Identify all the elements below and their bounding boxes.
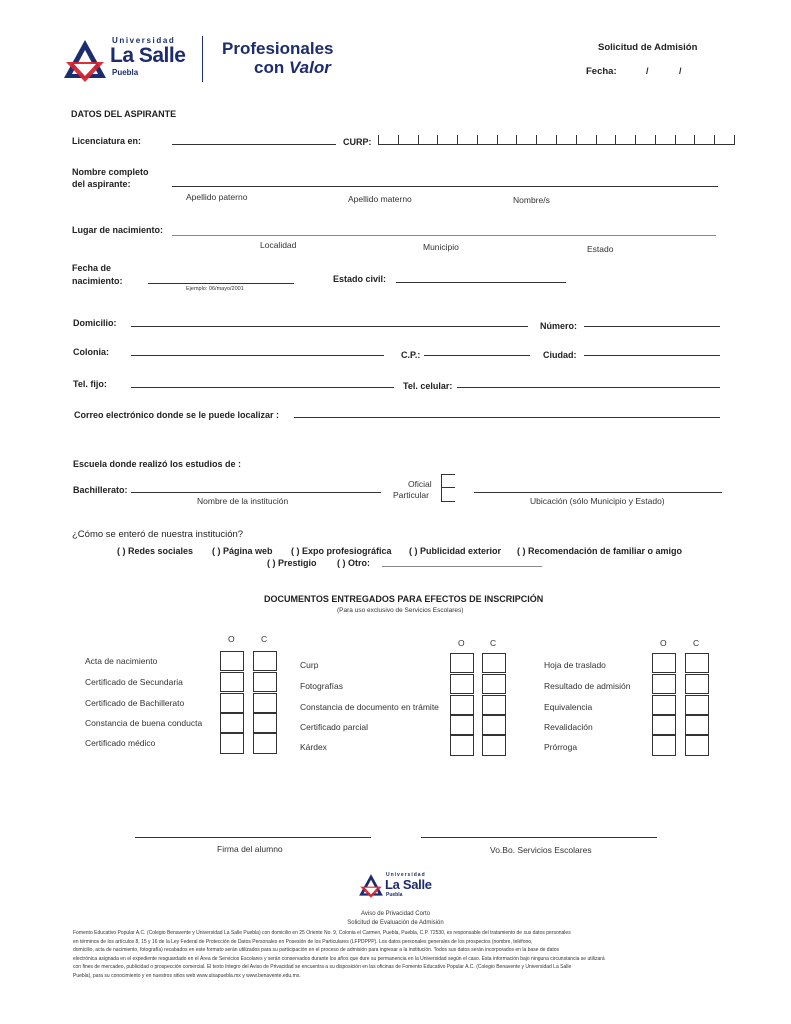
ubicacion-label: Ubicación (sólo Municipio y Estado) (530, 496, 665, 506)
slogan (222, 39, 334, 77)
doc-checkbox-c[interactable] (253, 713, 277, 733)
doc-checkbox-c[interactable] (685, 653, 709, 673)
doc-item-label: Kárdex (300, 742, 327, 752)
doc-checkbox-o[interactable] (220, 733, 244, 754)
doc-checkbox-c[interactable] (482, 715, 506, 735)
tel-celular-label: Tel. celular: (403, 381, 453, 391)
curp-slot-divider (418, 135, 419, 145)
doc-item-label: Constancia de buena conducta (85, 718, 203, 728)
doc-checkbox-c[interactable] (253, 693, 277, 713)
doc-column-header: C (693, 638, 700, 648)
curp-slot-divider (576, 135, 577, 145)
curp-slot-divider (596, 135, 597, 145)
doc-item-label: Certificado de Secundaria (85, 677, 183, 687)
doc-checkbox-o[interactable] (450, 695, 474, 715)
estado-label: Estado (587, 244, 614, 254)
lugar-nacimiento-label: Lugar de nacimiento: (72, 225, 164, 235)
tel-fijo-label: Tel. fijo: (73, 379, 107, 389)
fecha-label: Fecha: (586, 66, 617, 77)
tel-celular-field[interactable] (457, 387, 720, 388)
form-title: Solicitud de Admisión (598, 42, 698, 53)
vobo-line[interactable] (421, 837, 657, 838)
medio-option-1[interactable]: ( ) Redes sociales (117, 546, 194, 556)
nombres-label: Nombre/s (513, 195, 550, 205)
nombre-label-line1: Nombre completo (72, 167, 149, 177)
logo-universidad: Universidad (112, 36, 176, 45)
curp-slot-divider (437, 135, 438, 145)
fecha-ejemplo: Ejemplo: 06/mayo/2001 (186, 286, 244, 292)
footer-logo (358, 872, 438, 902)
footer-logo-lasalle: La Salle (385, 877, 432, 892)
lasalle-star-icon (62, 38, 108, 84)
doc-checkbox-c[interactable] (685, 674, 709, 694)
firma-alumno-label: Firma del alumno (217, 844, 283, 854)
doc-checkbox-c[interactable] (685, 735, 709, 756)
fecha-nacimiento-line2: nacimiento: (72, 276, 123, 286)
nombre-label-line2: del aspirante: (72, 179, 131, 189)
curp-label: CURP: (343, 137, 372, 147)
aviso-line: electrónica asignada en el expediente resguardado en el Área de Servicios Escolares y serán conservados durante los años que dure su permanencia en la Universidad según el caso. Esta información bajo ninguna circunstancia se utilizará (73, 955, 605, 962)
doc-column-header: C (490, 638, 497, 648)
ciudad-label: Ciudad: (543, 350, 577, 360)
doc-checkbox-c[interactable] (685, 695, 709, 715)
colonia-field[interactable] (131, 355, 384, 356)
apellido-paterno-label: Apellido paterno (186, 192, 248, 202)
domicilio-field[interactable] (131, 326, 528, 327)
documentos-title: DOCUMENTOS ENTREGADOS PARA EFECTOS DE INSCRIPCIÓN (264, 594, 544, 604)
fecha-sep-2: / (679, 66, 682, 76)
doc-checkbox-o[interactable] (652, 653, 676, 673)
slogan-valor: Valor (288, 58, 331, 77)
particular-label: Particular (393, 490, 429, 500)
doc-item-label: Acta de nacimiento (85, 656, 158, 666)
medio-option-3[interactable]: ( ) Expo profesiográfica (291, 546, 392, 556)
doc-column-header: O (228, 634, 235, 644)
fecha-sep-1: / (646, 66, 649, 76)
doc-checkbox-o[interactable] (450, 735, 474, 756)
curp-slot-divider (378, 135, 379, 145)
curp-slot-divider (714, 135, 715, 145)
vobo-label: Vo.Bo. Servicios Escolares (490, 845, 592, 855)
numero-field[interactable] (584, 326, 720, 327)
aviso-line: domicilio, acta de nacimiento, fotografía) recabados en este formato serán utilizados para su participación en el proceso de admisión para ingresar a la institución. Todos sus datos serán incorporados en la base de datos (73, 947, 560, 954)
oficial-particular-bracket[interactable] (441, 474, 455, 502)
section-aspirante-title: DATOS DEL ASPIRANTE (71, 109, 177, 119)
licenciatura-label: Licenciatura en: (72, 136, 142, 146)
doc-checkbox-c[interactable] (482, 695, 506, 715)
aviso-text (73, 929, 723, 981)
doc-item-label: Fotografías (300, 681, 343, 691)
curp-slot-divider (516, 135, 517, 145)
escuela-title: Escuela donde realizó los estudios de : (73, 459, 242, 469)
ciudad-field[interactable] (584, 355, 720, 356)
medio-question: ¿Cómo se enteró de nuestra institución? (72, 529, 244, 540)
doc-checkbox-o[interactable] (450, 674, 474, 694)
doc-checkbox-o[interactable] (652, 674, 676, 694)
doc-item-label: Constancia de documento en trámite (300, 702, 439, 712)
ubicacion-field[interactable] (474, 492, 722, 493)
doc-checkbox-o[interactable] (450, 653, 474, 673)
nombre-field[interactable] (172, 186, 718, 187)
curp-slot-divider (556, 135, 557, 145)
curp-slot-divider (497, 135, 498, 145)
apellido-materno-label: Apellido materno (348, 194, 412, 204)
curp-slot-divider (655, 135, 656, 145)
medio-option-prestigio[interactable]: ( ) Prestigio (267, 558, 317, 568)
logo-puebla: Puebla (112, 68, 139, 77)
correo-label: Correo electrónico donde se le puede localizar : (74, 410, 280, 420)
aviso-line: Fomento Educativo Popular A.C. (Colegio Benavente y Universidad La Salle Puebla) con domicilio en 25 Oriente No. 9, Colonia el Carmen, Puebla, Puebla, C.P. 72530, es responsable del tratamiento de sus datos personales (73, 930, 571, 936)
doc-checkbox-c[interactable] (482, 735, 506, 756)
curp-slot-divider (457, 135, 458, 145)
firma-alumno-line[interactable] (135, 837, 371, 838)
fecha-nacimiento-field[interactable] (148, 283, 294, 284)
slogan-line1: Profesionales (222, 39, 334, 58)
bracket-mid (441, 487, 455, 488)
doc-item-label: Revalidación (544, 722, 593, 732)
doc-column-header: O (660, 638, 667, 648)
doc-item-label: Certificado parcial (300, 722, 369, 732)
nombre-label (72, 166, 149, 190)
doc-checkbox-o[interactable] (652, 695, 676, 715)
footer-lasalle-star-icon (358, 873, 384, 899)
cp-label: C.P.: (401, 350, 421, 360)
doc-checkbox-o[interactable] (220, 651, 244, 671)
otro-field[interactable] (382, 566, 542, 567)
bachillerato-field[interactable] (131, 492, 381, 493)
colonia-label: Colonia: (73, 347, 109, 357)
curp-slot-divider (694, 135, 695, 145)
municipio-label: Municipio (423, 242, 459, 252)
tel-fijo-field[interactable] (131, 387, 394, 388)
doc-column-header: O (458, 638, 465, 648)
doc-item-label: Certificado médico (85, 738, 156, 748)
slogan-con: con (254, 58, 285, 77)
doc-checkbox-c[interactable] (482, 674, 506, 694)
doc-checkbox-o[interactable] (652, 735, 676, 756)
medio-option-4[interactable]: ( ) Publicidad exterior (409, 546, 502, 556)
doc-item-label: Curp (300, 660, 319, 670)
curp-slot-divider (477, 135, 478, 145)
aviso-line: en términos de los artículos 8, 15 y 16 de la Ley Federal de Protección de Datos Personales en Posesión de los Particulares (LFPDPPP). Los datos personales generales de los prospectos (nombre, teléfono, (73, 938, 533, 945)
licenciatura-field[interactable] (172, 144, 336, 145)
curp-slot-divider (675, 135, 676, 145)
aviso-line: con fines de mercadeo, publicidad o prospección comercial. El texto íntegro del Aviso de Privacidad se encuentra a su disposición en las oficinas de Fomento Educativo Popular A.C. (Colegio Benavente y Universidad La Salle (73, 964, 572, 971)
header-divider (202, 36, 203, 82)
curp-slot-divider (734, 135, 735, 145)
correo-field[interactable] (294, 417, 720, 418)
fecha-nacimiento-line1: Fecha de (72, 263, 112, 273)
doc-item-label: Resultado de admisión (544, 681, 631, 691)
medio-option-otro[interactable]: ( ) Otro: (337, 558, 370, 568)
bachillerato-label: Bachillerato: (73, 485, 128, 495)
medio-option-5[interactable]: ( ) Recomendación de familiar o amigo (517, 546, 683, 556)
localidad-label: Localidad (260, 240, 297, 250)
lugar-nacimiento-field[interactable] (172, 235, 716, 236)
doc-checkbox-c[interactable] (253, 672, 277, 692)
estado-civil-field[interactable] (396, 282, 566, 283)
doc-checkbox-c[interactable] (253, 733, 277, 754)
aviso-title: Aviso de Privacidad Corto (361, 911, 430, 917)
curp-slot-divider (398, 135, 399, 145)
medio-option-2[interactable]: ( ) Página web (212, 546, 273, 556)
estado-civil-label: Estado civil: (333, 274, 387, 284)
doc-column-header: C (261, 634, 268, 644)
doc-checkbox-o[interactable] (220, 672, 244, 692)
doc-item-label: Hoja de traslado (544, 660, 606, 670)
lasalle-logo (62, 36, 190, 86)
numero-label: Número: (540, 321, 578, 331)
doc-item-label: Equivalencia (544, 702, 593, 712)
logo-lasalle: La Salle (110, 44, 186, 67)
doc-item-label: Prórroga (544, 742, 578, 752)
oficial-label: Oficial (408, 479, 432, 489)
documentos-subtitle: (Para uso exclusivo de Servicios Escolares) (337, 607, 464, 614)
domicilio-label: Domicilio: (73, 318, 117, 328)
doc-checkbox-o[interactable] (450, 715, 474, 735)
doc-item-label: Certificado de Bachillerato (85, 698, 185, 708)
doc-checkbox-c[interactable] (482, 653, 506, 673)
footer-logo-puebla: Puebla (386, 892, 403, 898)
fecha-nacimiento-label (72, 262, 123, 288)
nombre-institucion-label: Nombre de la institución (197, 496, 289, 506)
cp-field[interactable] (424, 355, 530, 356)
curp-slot-divider (615, 135, 616, 145)
doc-checkbox-o[interactable] (220, 693, 244, 713)
curp-slot-divider (635, 135, 636, 145)
aviso-line: Puebla), para su conocimiento y en nuestros sitios web www.ulsapuebla.mx y www.benavente.edu.mx. (73, 972, 301, 979)
aviso-subtitle: Solicitud de Evaluación de Admisión (347, 920, 444, 926)
footer-logo-universidad: Universidad (386, 872, 426, 878)
doc-checkbox-o[interactable] (220, 713, 244, 733)
doc-checkbox-c[interactable] (253, 651, 277, 671)
doc-checkbox-o[interactable] (652, 715, 676, 735)
doc-checkbox-c[interactable] (685, 715, 709, 735)
curp-slot-divider (536, 135, 537, 145)
